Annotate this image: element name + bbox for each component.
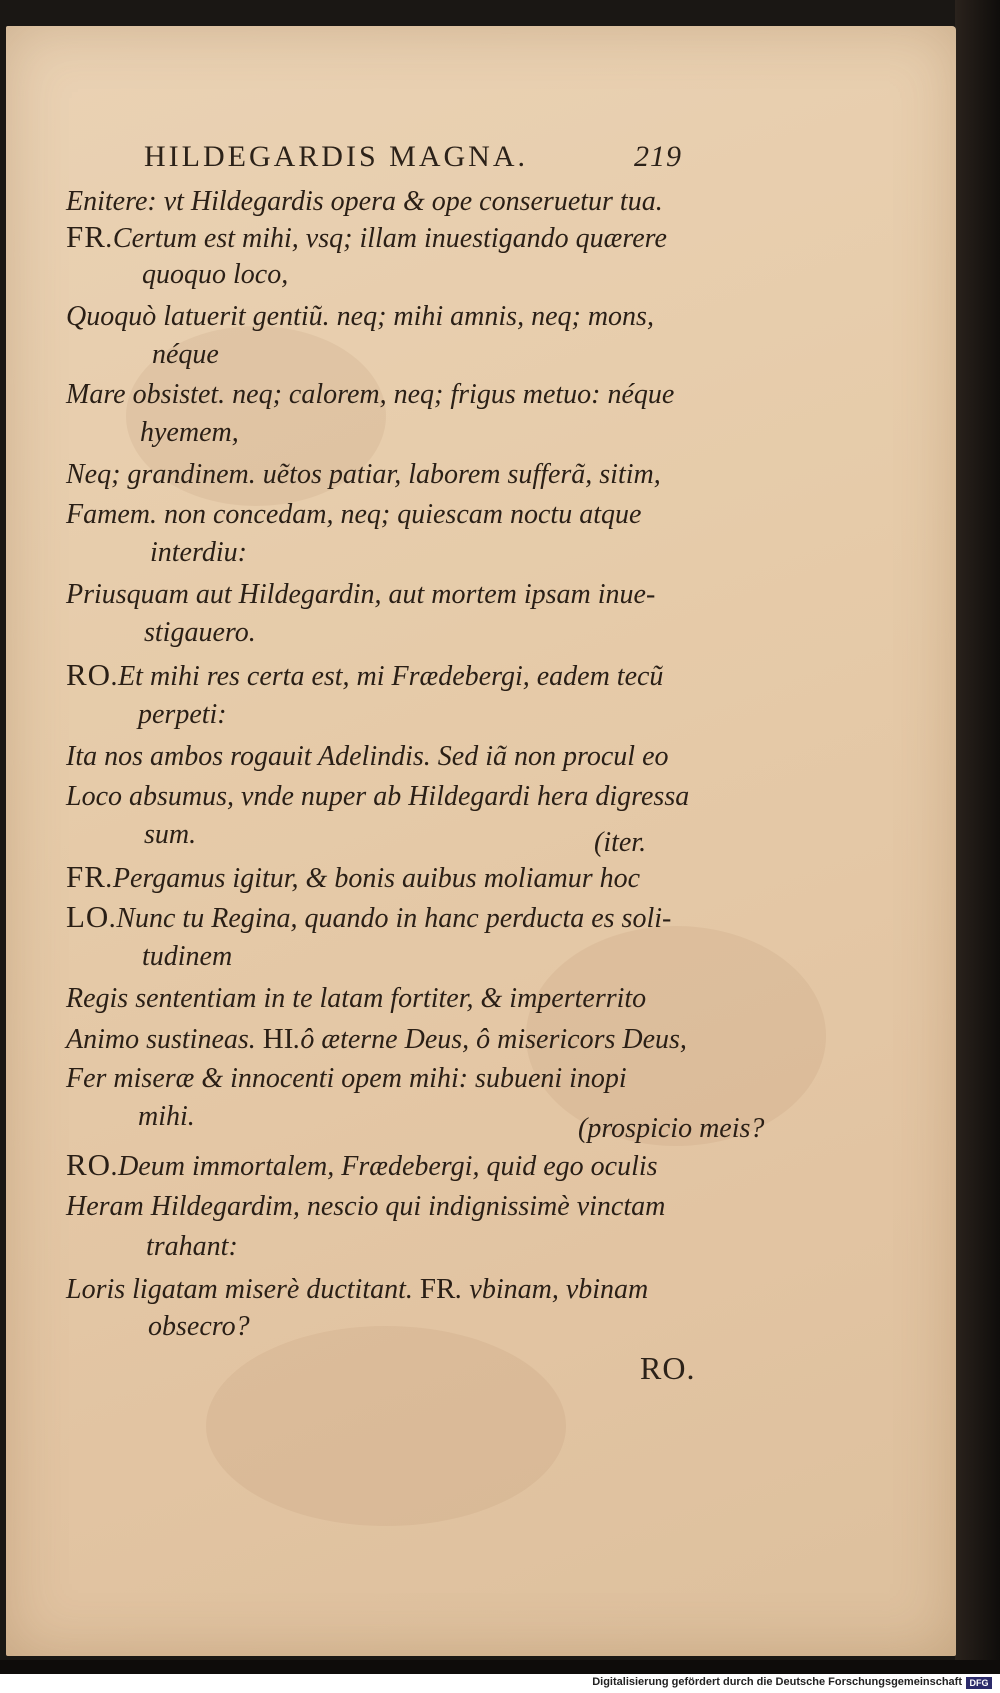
text-line: FR.Pergamus igitur, & bonis auibus moliamur hoc — [66, 859, 641, 894]
speaker-label: LO — [66, 899, 110, 934]
scan-bottom-edge — [0, 1660, 1000, 1674]
turnover-text: (prospicio meis? — [578, 1113, 765, 1144]
paper-stain — [206, 1326, 566, 1526]
page-number: 219 — [634, 140, 682, 173]
footer-bar — [0, 1674, 1000, 1693]
running-head-title: HILDEGARDIS MAGNA. — [144, 140, 528, 173]
speaker-label: RO — [66, 657, 112, 692]
text-line: trahant: — [146, 1231, 238, 1262]
text-line: Priusquam aut Hildegardin, aut mortem ipsam inue- — [66, 579, 656, 610]
text-line: Enitere: vt Hildegardis opera & ope conseruetur tua. — [66, 186, 663, 217]
text-line: Quoquò latuerit gentiũ. neq; mihi amnis, neq; mons, — [66, 301, 654, 332]
text-line: néque — [152, 339, 219, 370]
text-line: Fer miseræ & innocenti opem mihi: subueni inopi — [66, 1063, 627, 1094]
text-line: Neq; grandinem. uẽtos patiar, laborem sufferã, sitim, — [66, 459, 661, 490]
text-line: interdiu: — [150, 537, 247, 568]
text-line: hyemem, — [140, 417, 239, 448]
speaker-label: FR — [66, 859, 106, 894]
text-line: mihi. (prospicio meis? — [138, 1101, 765, 1144]
speaker-label: HI — [262, 1023, 294, 1055]
text-line: FR.Certum est mihi, vsq; illam inuestigando quærere — [66, 219, 667, 254]
text-line: Animo sustineas. HI.ô æterne Deus, ô misericors Deus, — [66, 1023, 687, 1055]
catchword: RO. — [640, 1350, 696, 1386]
text-line: perpeti: — [138, 699, 227, 730]
text-line: Regis sententiam in te latam fortiter, & imperterrito — [66, 983, 647, 1014]
text-line: Loris ligatam miserè ductitant. FR. vbinam, vbinam — [66, 1273, 649, 1305]
book-edge — [955, 0, 1000, 1660]
text-line: Famem. non concedam, neq; quiescam noctu atque — [66, 499, 642, 530]
text-line: Ita nos ambos rogauit Adelindis. Sed iã non procul eo — [66, 741, 669, 772]
text-line: stigauero. — [144, 617, 256, 648]
text-line: Mare obsistet. neq; calorem, neq; frigus metuo: néque — [66, 379, 675, 410]
text-line: tudinem — [142, 941, 233, 972]
text-line: obsecro? — [148, 1311, 250, 1342]
text-line: quoquo loco, — [142, 259, 289, 290]
text-line: RO.Deum immortalem, Frædebergi, quid ego oculis — [66, 1147, 658, 1182]
running-head — [144, 140, 724, 180]
footer-credit: Digitalisierung gefördert durch die Deutsche Forschungsgemeinschaft — [592, 1676, 962, 1688]
text-line: sum. (iter. — [144, 819, 647, 858]
text-line: Heram Hildegardim, nescio qui indignissimè vinctam — [66, 1191, 666, 1222]
text-line: Loco absumus, vnde nuper ab Hildegardi hera digressa — [66, 781, 690, 812]
speaker-label: FR — [66, 219, 106, 254]
speaker-label: FR — [419, 1273, 456, 1305]
text-line: RO.Et mihi res certa est, mi Frædebergi, eadem tecũ — [66, 657, 664, 692]
speaker-label: RO — [66, 1147, 112, 1182]
turnover-text: (iter. — [594, 827, 647, 858]
text-line: LO.Nunc tu Regina, quando in hanc perducta es soli- — [66, 899, 672, 934]
dfg-logo: DFG — [966, 1677, 992, 1689]
